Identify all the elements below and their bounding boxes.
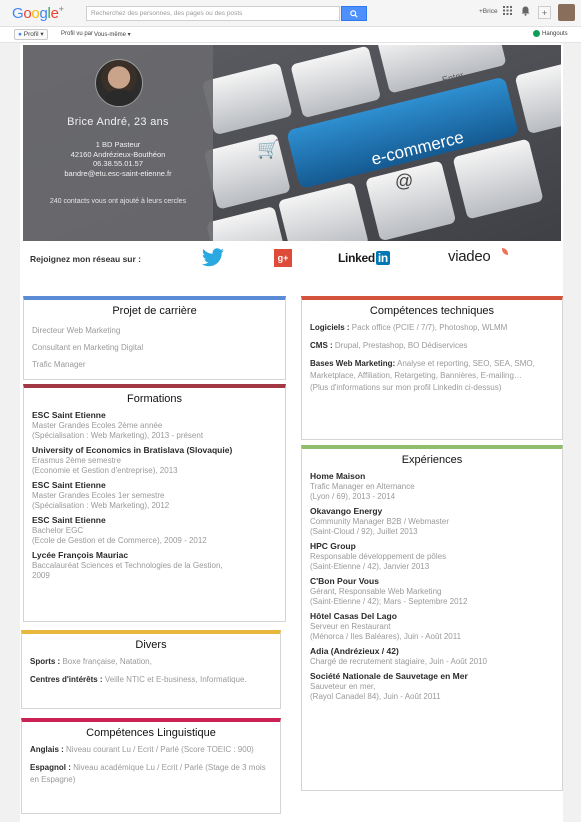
viadeo-leaf-icon [502, 248, 508, 255]
experience-entry [310, 671, 554, 702]
langue-item [22, 744, 280, 756]
view-as-label: Vous-même [94, 32, 127, 38]
google-plus-logo[interactable]: Google+ [12, 4, 64, 22]
experience-line: Serveur en Restaurant [310, 622, 391, 631]
experiences-title: Expériences [401, 454, 463, 466]
divers-value: Boxe française, Natation, [62, 657, 152, 666]
google-topbar [0, 0, 581, 27]
viadeo-icon[interactable]: viadeo [448, 248, 491, 265]
experience-line: Trafic Manager en Alternance [310, 482, 415, 491]
address-block [23, 140, 213, 178]
formation-line: (Economie et Gestion d'entreprise), 2013 [32, 466, 178, 475]
phone-number: 06.38.55.01.57 [92, 159, 144, 168]
formation-entry [32, 445, 277, 476]
experience-entry [310, 506, 554, 537]
enter-key-label: Enter [441, 70, 465, 85]
experience-line: (Ménorca / Iles Baléares), Juin - Août 2011 [310, 632, 462, 641]
user-avatar[interactable] [558, 4, 575, 21]
technique-note: (Plus d'informations sur mon profil Linkedin ci-dessus) [310, 383, 502, 392]
hangouts-link[interactable] [533, 30, 568, 37]
technique-item [302, 340, 562, 352]
experience-entry [310, 611, 554, 642]
experience-line: (Saint-Etienne / 42); Mars - Septembre 2012 [310, 597, 468, 606]
techniques-title: Compétences techniques [369, 305, 495, 317]
divers-key: Sports : [30, 657, 61, 666]
experience-company: Société Nationale de Sauvetage en Mer [310, 671, 468, 681]
profile-name: Brice André, 23 ans [67, 116, 169, 128]
projet-title: Projet de carrière [112, 305, 197, 317]
formation-line: 2009 [32, 571, 50, 580]
formation-entry [32, 550, 277, 581]
experience-company: Okavango Energy [310, 506, 383, 516]
langue-key: Espagnol : [30, 763, 71, 772]
experience-line: (Saint-Cloud / 92), Juillet 2013 [310, 527, 418, 536]
experience-line: Chargé de recrutement stagiaire, Juin - Août 2010 [310, 657, 487, 666]
formation-school: ESC Saint Etienne [32, 480, 106, 490]
share-plus-icon[interactable]: + [538, 6, 551, 19]
projet-item: Trafic Manager [32, 360, 86, 369]
experience-entry [310, 471, 554, 502]
search-button[interactable] [341, 6, 367, 21]
address-city: 42160 Andrézieux-Bouthéon [70, 149, 166, 159]
projet-carriere-card [23, 296, 286, 380]
view-as-dropdown[interactable]: Vous-même ▾ [94, 32, 131, 38]
linkedin-in: in [377, 251, 388, 265]
at-sign-icon: @ [395, 171, 414, 191]
technique-item [302, 358, 562, 382]
google-plus-icon[interactable]: g+ [274, 249, 292, 267]
formations-title: Formations [126, 393, 183, 405]
experience-entry [310, 646, 554, 667]
langues-title: Compétences Linguistique [86, 727, 216, 739]
notifications-bell-icon[interactable] [519, 6, 532, 19]
search-input[interactable]: Recherchez des personnes, des pages ou des posts [86, 6, 340, 21]
experience-company: Hôtel Casas Del Lago [310, 611, 397, 621]
experience-entry [310, 541, 554, 572]
formation-line: Erasmus 2ème semestre [32, 456, 121, 465]
divers-item [22, 656, 280, 668]
twitter-icon[interactable] [201, 247, 225, 269]
technique-value: Analyse et reporting, SEO, SEA, SMO, Marketplace, Affiliation, Retargeting, Bannières, E-mailing… [310, 359, 535, 380]
langue-value: Niveau académique Lu / Ecrit / Parlé (Stage de 3 mois en Espagne) [30, 763, 266, 784]
apps-grid-icon[interactable] [501, 6, 514, 19]
technique-key: Logiciels : [310, 323, 350, 332]
formation-line: (Spécialisation : Web Marketing), 2012 [32, 501, 170, 510]
cv-page [20, 43, 563, 822]
langue-item [22, 762, 280, 786]
profil-dropdown[interactable]: ● Profil ▾ [14, 29, 48, 40]
address-street: 1 BD Pasteur [95, 140, 141, 149]
user-link[interactable]: +Brice [479, 8, 498, 15]
ecommerce-key-label: e-commerce [369, 127, 466, 169]
contacts-count[interactable]: 240 contacts vous ont ajouté à leurs cercles [49, 198, 187, 205]
formation-line: Master Grandes Ecoles 2ème année [32, 421, 163, 430]
formation-line: (Ecole de Gestion et de Commerce), 2009 - 2012 [32, 536, 207, 545]
email-address[interactable]: bandre@etu.esc-saint-etienne.fr [64, 168, 172, 178]
technique-value: Drupal, Prestashop, BO Dédiservices [334, 341, 468, 350]
experience-line: Gérant, Responsable Web Marketing [310, 587, 442, 596]
experience-company: Adia (Andrézieux / 42) [310, 646, 399, 656]
experience-company: HPC Group [310, 541, 356, 551]
langue-value: Niveau courant Lu / Ecrit / Parlé (Score TOEIC : 900) [66, 745, 254, 754]
formation-line: Bachelor EGC [32, 526, 84, 535]
formation-entry [32, 410, 277, 441]
profile-info-panel [23, 45, 213, 241]
experience-line: (Lyon / 69), 2013 - 2014 [310, 492, 396, 501]
experience-line: (Rayol Canadel 84), Juin - Août 2011 [310, 692, 441, 701]
formation-school: ESC Saint Etienne [32, 515, 106, 525]
linkedin-icon[interactable] [338, 251, 390, 265]
experience-company: C'Bon Pour Vous [310, 576, 379, 586]
formation-line: (Spécialisation : Web Marketing), 2013 - présent [32, 431, 204, 440]
formation-school: Lycée François Mauriac [32, 550, 129, 560]
projet-item: Consultant en Marketing Digital [32, 343, 144, 352]
divers-key: Centres d'intérêts : [30, 675, 103, 684]
divers-value: Veille NTIC et E-business, Informatique. [104, 675, 247, 684]
divers-card [21, 630, 281, 709]
experiences-card [301, 445, 563, 791]
experience-line: Sauveteur en mer, [310, 682, 376, 691]
technique-key: Bases Web Marketing: [310, 359, 396, 368]
profile-subbar [0, 27, 581, 43]
linkedin-word: Linked [338, 251, 375, 265]
experience-line: Responsable développement de pôles [310, 552, 447, 561]
hangouts-label: Hangouts [542, 31, 568, 38]
search-icon [350, 10, 358, 18]
formation-school: ESC Saint Etienne [32, 410, 106, 420]
formations-card [23, 384, 286, 622]
langue-key: Anglais : [30, 745, 64, 754]
technique-key: CMS : [310, 341, 333, 350]
profile-photo [95, 59, 143, 107]
cart-icon: 🛒 [257, 139, 280, 159]
person-icon: ● [18, 31, 22, 38]
experience-line: Community Manager B2B / Webmaster [310, 517, 450, 526]
formation-line: Master Grandes Ecoles 1er semestre [32, 491, 165, 500]
hangouts-icon [533, 30, 540, 37]
technique-value: Pack office (PCIE / 7/7), Photoshop, WLMM [351, 323, 508, 332]
experience-line: (Saint-Etienne / 42), Janvier 2013 [310, 562, 430, 571]
social-label: Rejoignez mon réseau sur : [30, 254, 141, 264]
formation-entry [32, 480, 277, 511]
projet-item: Directeur Web Marketing [32, 326, 121, 335]
divers-item [22, 674, 280, 686]
formation-entry [32, 515, 277, 546]
formation-line: Baccalauréat Sciences et Technologies de la Gestion, [32, 561, 223, 570]
divers-title: Divers [135, 639, 167, 651]
experience-entry [310, 576, 554, 607]
profile-view-label: Profil vu par [61, 31, 94, 37]
competences-techniques-card [301, 296, 563, 440]
technique-item [302, 322, 562, 334]
experience-company: Home Maison [310, 471, 366, 481]
profil-label: Profil [23, 31, 39, 38]
langues-card [21, 718, 281, 814]
cover-banner [23, 45, 561, 241]
formation-school: University of Economics in Bratislava (Slovaquie) [32, 445, 233, 455]
